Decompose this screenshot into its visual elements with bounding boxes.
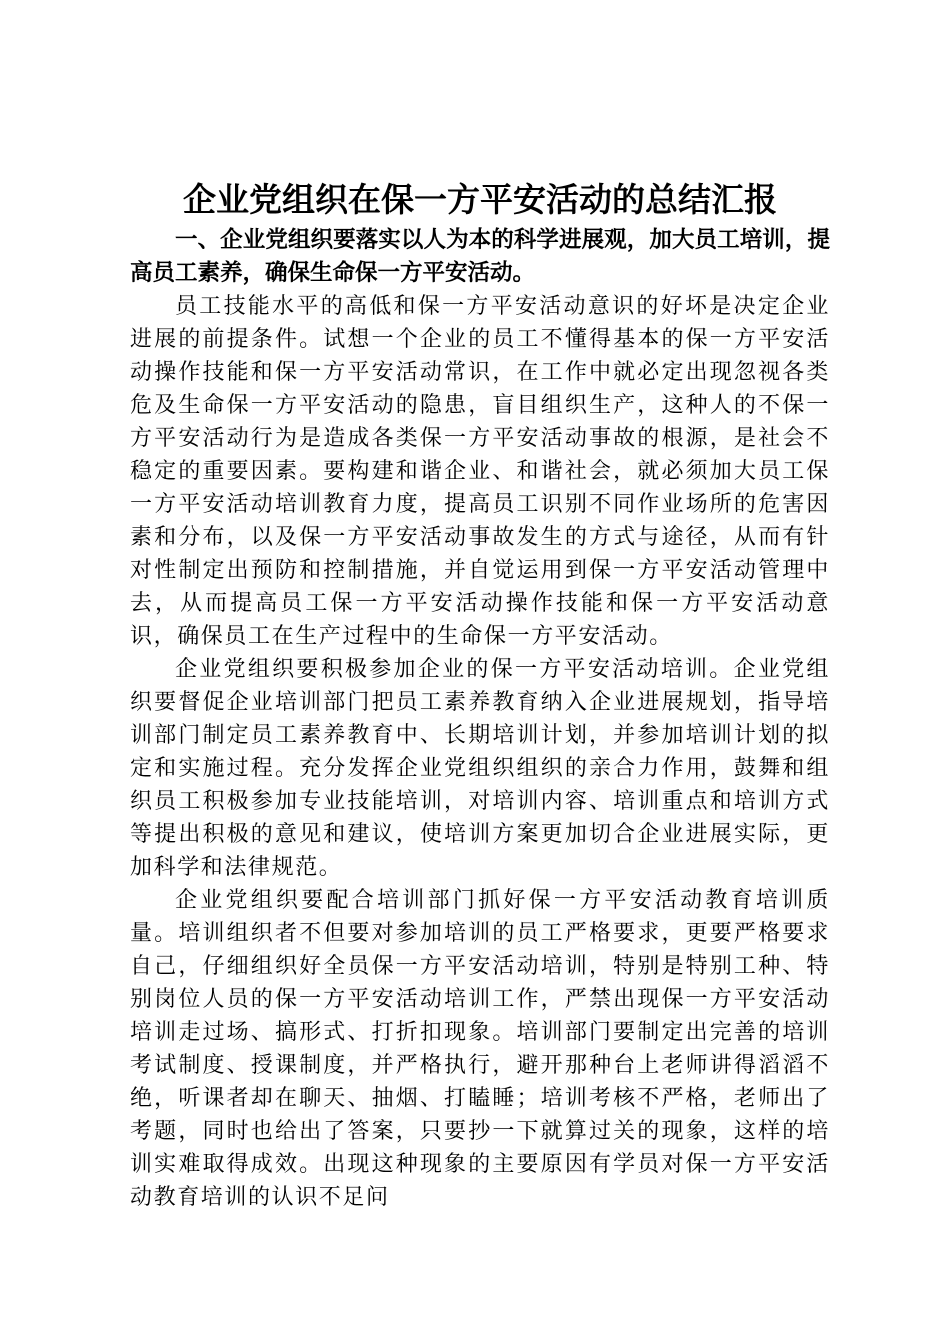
paragraph-2: 企业党组织要积极参加企业的保一方平安活动培训。企业党组织要督促企业培训部门把员工素养教育纳入企业进展规划，指导培训部门制定员工素养教育中、长期培训计划，并参加培训计划的拟定和实施过程。充分发挥企业党组织组织的亲合力作用，鼓舞和组织员工积极参加专业技能培训，对培训内容、培训重点和培训方式等提出积极的意见和建议，使培训方案更加切合企业进展实际，更加科学和法律规范。 — [130, 657, 830, 880]
paragraph-3: 企业党组织要配合培训部门抓好保一方平安活动教育培训质量。培训组织者不但要对参加培训的员工严格要求，更要严格要求自己，仔细组织好全员保一方平安活动培训，特别是特别工种、特别岗位人员的保一方平安活动培训工作，严禁出现保一方平安活动培训走过场、搞形式、打折扣现象。培训部门要制定出完善的培训考试制度、授课制度，并严格执行，避开那种台上老师讲得滔滔不绝，听课者却在聊天、抽烟、打瞌睡；培训考核不严格，老师出了考题，同时也给出了答案，只要抄一下就算过关的现象，这样的培训实难取得成效。出现这种现象的主要原因有学员对保一方平安活动教育培训的认识不足问 — [130, 888, 830, 1210]
document-page — [130, 176, 830, 1214]
section-heading: 一、企业党组织要落实以人为本的科学进展观，加大员工培训，提高员工素养，确保生命保一方平安活动。 — [130, 227, 830, 286]
document-title: 企业党组织在保一方平安活动的总结汇报 — [183, 180, 777, 219]
paragraph-1: 员工技能水平的高低和保一方平安活动意识的好坏是决定企业进展的前提条件。试想一个企业的员工不懂得基本的保一方平安活动操作技能和保一方平安活动常识，在工作中就必定出现忽视各类危及生命保一方平安活动的隐患，盲目组织生产，这种人的不保一方平安活动行为是造成各类保一方平安活动事故的根源，是社会不稳定的重要因素。要构建和谐企业、和谐社会，就必须加大员工保一方平安活动培训教育力度，提高员工识别不同作业场所的危害因素和分布，以及保一方平安活动事故发生的方式与途径，从而有针对性制定出预防和控制措施，并自觉运用到保一方平安活动管理中去，从而提高员工保一方平安活动操作技能和保一方平安活动意识，确保员工在生产过程中的生命保一方平安活动。 — [130, 294, 830, 649]
